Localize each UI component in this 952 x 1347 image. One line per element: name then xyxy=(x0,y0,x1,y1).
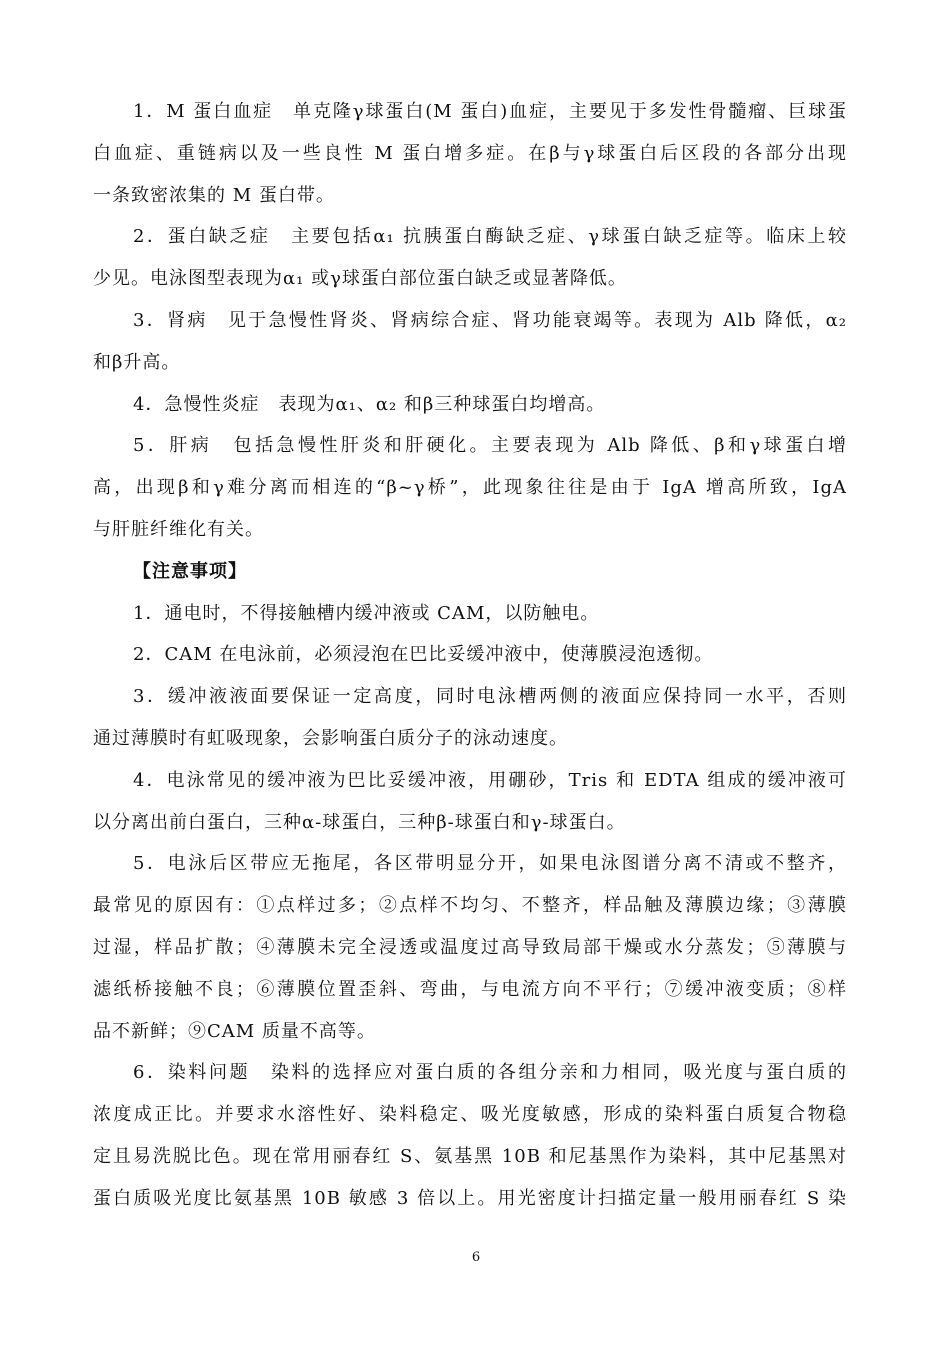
text-line: 定且易洗脱比色。现在常用丽春红 S、氨基黑 10B 和尼基黑作为染料，其中尼基黑对 xyxy=(93,1145,847,1167)
text-line: 4．急慢性炎症 表现为α₁、α₂ 和β三种球蛋白均增高。 xyxy=(133,393,606,415)
note-item xyxy=(93,634,847,676)
text-line: 2．蛋白缺乏症 主要包括α₁ 抗胰蛋白酶缺乏症、γ球蛋白缺乏症等。临床上较 xyxy=(133,226,847,248)
paragraph-liver-disease xyxy=(93,425,847,550)
text-line: 5．电泳后区带应无拖尾，各区带明显分开，如果电泳图谱分离不清或不整齐， xyxy=(133,853,847,875)
note-item xyxy=(93,760,847,844)
text-line: 蛋白质吸光度比氨基黑 10B 敏感 3 倍以上。用光密度计扫描定量一般用丽春红 S 染 xyxy=(93,1187,847,1209)
section-heading: 【注意事项】 xyxy=(133,560,247,582)
text-line: 6．染料问题 染料的选择应对蛋白质的各组分亲和力相同，吸光度与蛋白质的 xyxy=(133,1062,847,1084)
text-line: 5．肝病 包括急慢性肝炎和肝硬化。主要表现为 Alb 降低、β和γ球蛋白增 xyxy=(133,435,847,457)
text-line: 1．M 蛋白血症 单克隆γ球蛋白(M 蛋白)血症，主要见于多发性骨髓瘤、巨球蛋 xyxy=(133,101,847,122)
note-item xyxy=(93,676,847,760)
text-line: 2．CAM 在电泳前，必须浸泡在巴比妥缓冲液中，使薄膜浸泡透彻。 xyxy=(133,644,714,666)
text-line: 高，出现β和γ难分离而相连的“β~γ桥”，此现象往往是由于 IgA 增高所致，IgA xyxy=(93,477,847,499)
text-line: 1．通电时，不得接触槽内缓冲液或 CAM，以防触电。 xyxy=(133,602,600,624)
text-line: 通过薄膜时有虹吸现象，会影响蛋白质分子的泳动速度。 xyxy=(93,727,568,749)
text-line: 与肝脏纤维化有关。 xyxy=(93,518,264,540)
text-line: 白血症、重链病以及一些良性 M 蛋白增多症。在β与γ球蛋白后区段的各部分出现 xyxy=(93,142,847,164)
text-line: 和β升高。 xyxy=(93,351,181,373)
text-line: 少见。电泳图型表现为α₁ 或γ球蛋白部位蛋白缺乏或显著降低。 xyxy=(93,268,627,290)
note-item xyxy=(93,843,847,1052)
text-line: 品不新鲜；⑨CAM 质量不高等。 xyxy=(93,1020,376,1042)
paragraph-m-proteinemia xyxy=(93,91,847,216)
note-item xyxy=(93,593,847,635)
text-line: 一条致密浓集的 M 蛋白带。 xyxy=(93,184,335,206)
paragraph-protein-deficiency xyxy=(93,216,847,300)
text-line: 以分离出前白蛋白，三种α-球蛋白，三种β-球蛋白和γ-球蛋白。 xyxy=(93,811,626,833)
paragraph-inflammation xyxy=(93,384,847,426)
page-body xyxy=(93,91,847,1220)
text-line: 浓度成正比。并要求水溶性好、染料稳定、吸光度敏感，形成的染料蛋白质复合物稳 xyxy=(93,1104,847,1126)
text-line: 3．缓冲液液面要保证一定高度，同时电泳槽两侧的液面应保持同一水平，否则 xyxy=(133,686,847,708)
text-line: 4．电泳常见的缓冲液为巴比妥缓冲液，用硼砂，Tris 和 EDTA 组成的缓冲液可 xyxy=(133,769,847,791)
text-line: 滤纸桥接触不良；⑥薄膜位置歪斜、弯曲，与电流方向不平行；⑦缓冲液变质；⑧样 xyxy=(93,978,847,1000)
text-line: 最常见的原因有：①点样过多；②点样不均匀、不整齐，样品触及薄膜边缘；③薄膜 xyxy=(93,895,847,917)
text-line: 过湿，样品扩散；④薄膜未完全浸透或温度过高导致局部干燥或水分蒸发；⑤薄膜与 xyxy=(93,936,847,958)
page-number: 6 xyxy=(471,1250,481,1265)
note-item xyxy=(93,1052,847,1219)
paragraph-nephropathy xyxy=(93,300,847,384)
text-line: 3．肾病 见于急慢性肾炎、肾病综合症、肾功能衰竭等。表现为 Alb 降低，α₂ xyxy=(133,309,847,331)
